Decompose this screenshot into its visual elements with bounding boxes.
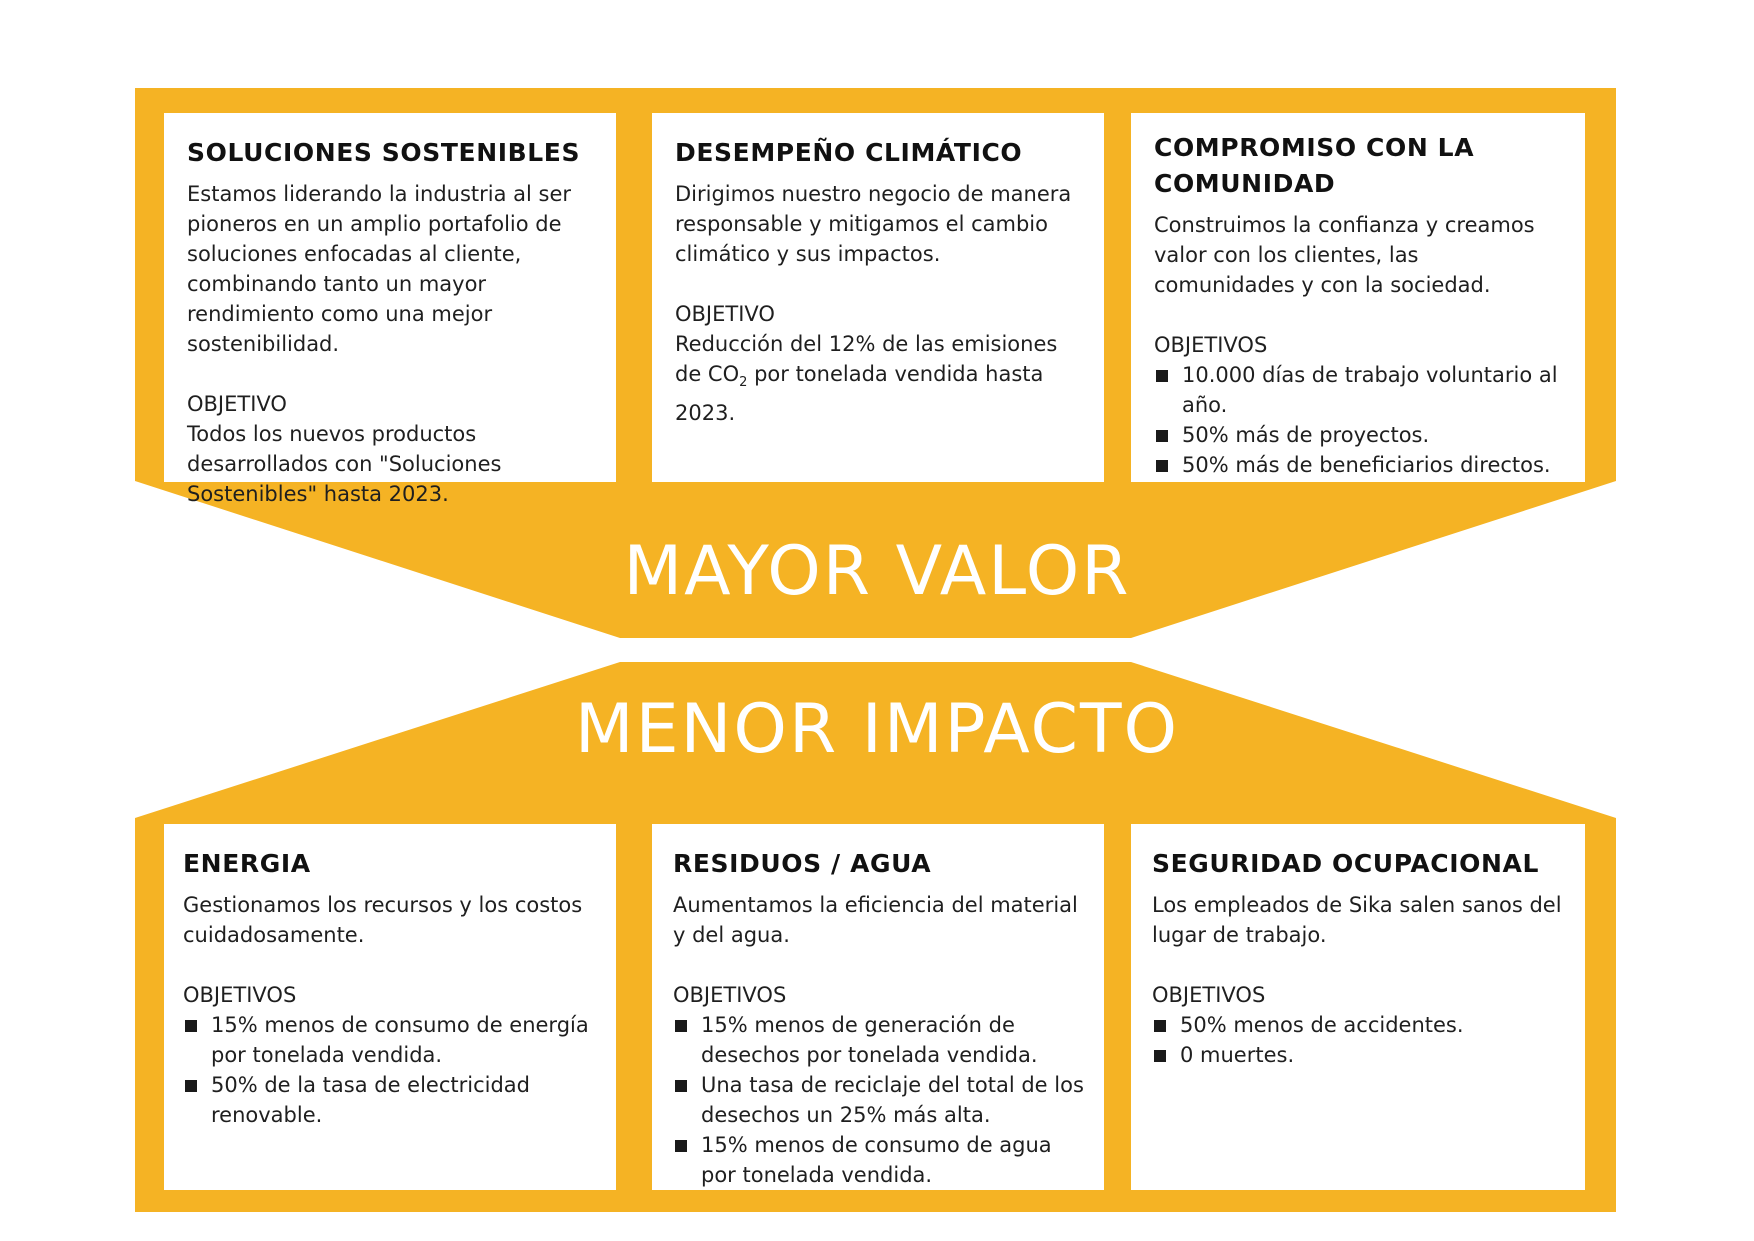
objective-label: OBJETIVO (187, 392, 287, 416)
box-title: SEGURIDAD OCUPACIONAL (1152, 849, 1539, 878)
box-energia (164, 824, 616, 1190)
list-item: 50% más de proyectos. (1154, 420, 1565, 450)
box-title: SOLUCIONES SOSTENIBLES (187, 138, 581, 167)
objective-list (183, 1010, 596, 1130)
banner-menor-impacto: MENOR IMPACTO (574, 690, 1180, 769)
box-desempeno-climatico (652, 113, 1104, 482)
list-item: 50% más de beneficiarios directos. (1154, 450, 1565, 480)
box-soluciones-sostenibles (164, 113, 616, 506)
box-residuos-agua (652, 824, 1104, 1190)
list-item: 15% menos de generación de desechos por tonelada vendida. (673, 1010, 1084, 1070)
objective-list (1152, 1010, 1565, 1070)
box-title: COMPROMISO CON LA COMUNIDAD (1154, 133, 1475, 198)
box-description: Estamos liderando la industria al ser pioneros en un amplio portafolio de soluciones enfocadas al cliente, combinando tanto un mayor rendimiento como una mejor sostenibilidad. (187, 182, 572, 356)
list-item: 50% menos de accidentes. (1152, 1010, 1565, 1040)
box-compromiso-comunidad (1131, 113, 1585, 482)
objective-text (675, 329, 1084, 428)
box-description: Aumentamos la eficiencia del material y del agua. (673, 893, 1078, 947)
objective-label: OBJETIVOS (673, 983, 787, 1007)
list-item: Una tasa de reciclaje del total de los desechos un 25% más alta. (673, 1070, 1084, 1130)
box-description: Dirigimos nuestro negocio de manera responsable y mitigamos el cambio climático y sus impactos. (675, 182, 1072, 266)
list-item: 10.000 días de trabajo voluntario al año. (1154, 360, 1565, 420)
box-description: Construimos la confianza y creamos valor con los clientes, las comunidades y con la sociedad. (1154, 213, 1535, 297)
list-item: 50% de la tasa de electricidad renovable. (183, 1070, 596, 1130)
co2-subscript: 2 (739, 375, 748, 391)
objective-label: OBJETIVOS (1152, 983, 1266, 1007)
list-item: 15% menos de consumo de energía por tonelada vendida. (183, 1010, 596, 1070)
banner-mayor-valor: MAYOR VALOR (623, 532, 1131, 611)
objective-list (1154, 360, 1565, 480)
box-title: ENERGIA (183, 849, 311, 878)
box-description: Los empleados de Sika salen sanos del lugar de trabajo. (1152, 893, 1562, 947)
objective-text-end: por tonelada vendida hasta 2023. (675, 362, 1044, 426)
list-item: 15% menos de consumo de agua por tonelada vendida. (673, 1130, 1084, 1190)
box-description: Gestionamos los recursos y los costos cuidadosamente. (183, 893, 583, 947)
box-title: DESEMPEÑO CLIMÁTICO (675, 138, 1023, 167)
objective-text: Todos los nuevos productos desarrollados con "Soluciones Sostenibles" hasta 2023. (187, 422, 502, 506)
objective-label: OBJETIVO (675, 302, 775, 326)
objective-text-start: Reducción del 12% de las emisiones de CO (675, 332, 1058, 386)
objective-label: OBJETIVOS (1154, 333, 1268, 357)
objective-label: OBJETIVOS (183, 983, 297, 1007)
box-seguridad-ocupacional (1131, 824, 1585, 1190)
objective-list (673, 1010, 1084, 1190)
list-item: 0 muertes. (1152, 1040, 1565, 1070)
box-title: RESIDUOS / AGUA (673, 849, 932, 878)
